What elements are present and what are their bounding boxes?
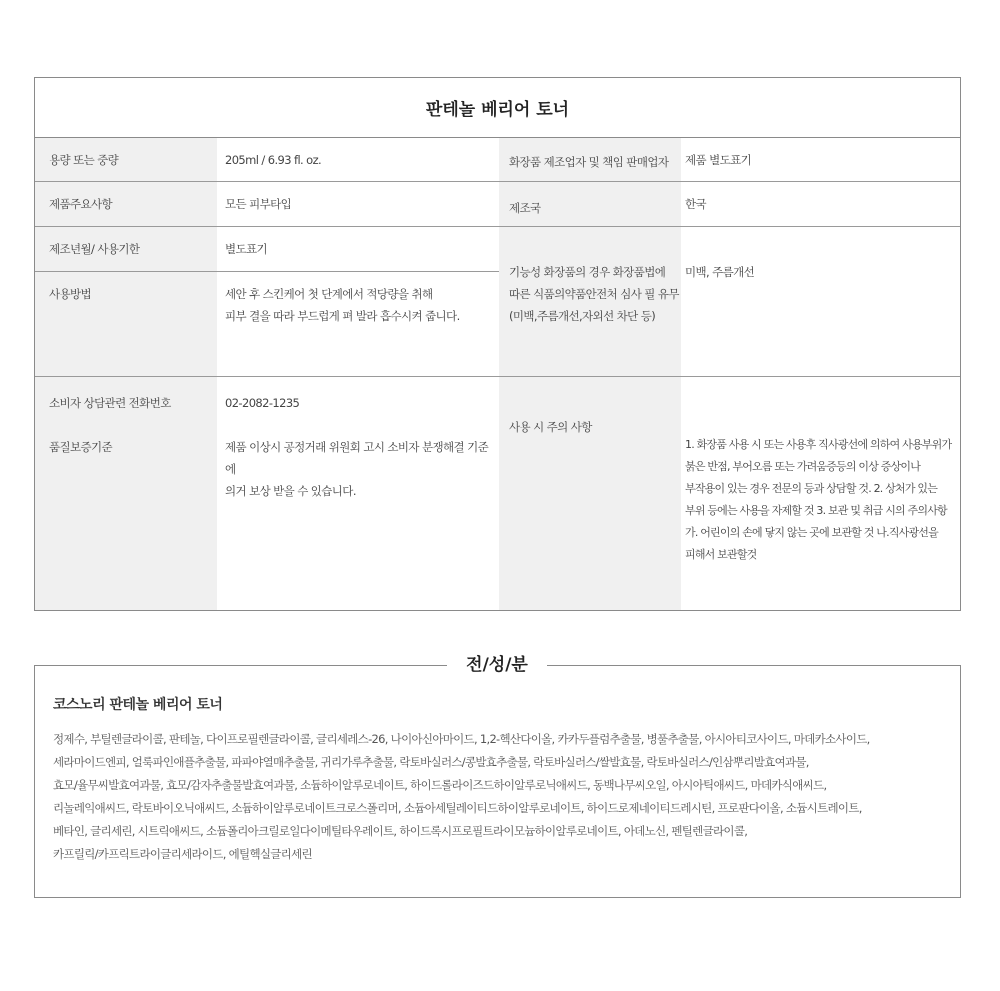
usage-label: 사용방법 — [35, 272, 217, 376]
manufacturer-label: 화장품 제조업자 및 책임 판매업자 — [499, 138, 681, 182]
ingredients-line: 정제수, 부틸렌글라이콜, 판테놀, 다이프로필렌글라이콜, 글리세레스-26, 나이아신아마이드, 1,2-헥산다이올, 카카두플럼추출물, 병풀추출물, 아시아티코사이드, 마데카소사이드, — [53, 732, 870, 746]
caution-line: 부위 등에는 사용을 자제할 것 3. 보관 및 취급 시의 주의사항 — [685, 504, 947, 517]
functional-value: 미백, 주름개선 — [681, 227, 960, 376]
ingredients-line: 리놀레익애씨드, 락토바이오닉애씨드, 소듐하이알루로네이트크로스폴리머, 소듐아세틸레이티드하이알루로네이트, 하이드로제네이티드레시틴, 프로판다이올, 소듐시트레이트, — [53, 801, 862, 815]
ingredients-list — [53, 728, 943, 866]
caution-value — [681, 377, 960, 610]
spec-label: 제품주요사항 — [35, 182, 217, 226]
capacity-value: 205ml / 6.93 fl. oz. — [217, 138, 499, 182]
functional-label-line: (미백,주름개선,자외선 차단 등) — [509, 309, 656, 323]
ingredients-heading: 전/성/분 — [447, 650, 547, 680]
ingredients-product-name: 코스노리 판테놀 베리어 토너 — [53, 697, 223, 713]
consumer-phone: 02-2082-1235 — [217, 377, 499, 428]
quality-line: 의거 보상 받을 수 있습니다. — [225, 484, 356, 498]
quality-label: 품질보증기준 — [35, 428, 217, 610]
date-label: 제조년월/ 사용기한 — [35, 227, 217, 271]
functional-label — [499, 227, 681, 376]
functional-label-line: 기능성 화장품의 경우 화장품법에 — [509, 265, 666, 279]
spec-value: 모든 피부타입 — [217, 182, 499, 226]
ingredients-line: 베타인, 글리세린, 시트릭애씨드, 소듐폴리아크릴로일다이메틸타우레이트, 하이드록시프로필트라이모늄하이알루로네이트, 아데노신, 펜틸렌글라이콜, — [53, 824, 748, 838]
quality-value — [217, 428, 499, 610]
ingredients-line: 카프릴릭/카프릭트라이글리세라이드, 에틸헥실글리세린 — [53, 847, 312, 861]
caution-line: 붉은 반점, 부어오름 또는 가려움증등의 이상 증상이나 — [685, 460, 921, 473]
quality-line: 제품 이상시 공정거래 위원회 고시 소비자 분쟁해결 기준에 — [225, 440, 489, 476]
capacity-label: 용량 또는 중량 — [35, 138, 217, 182]
ingredients-box — [34, 665, 961, 898]
caution-line: 1. 화장품 사용 시 또는 사용후 직사광선에 의하여 사용부위가 — [685, 438, 952, 451]
caution-line: 부작용이 있는 경우 전문의 등과 상담할 것. 2. 상처가 있는 — [685, 482, 938, 495]
manufacturer-value: 제품 별도표기 — [681, 138, 960, 182]
ingredients-line: 효모/율무씨발효여과물, 효모/감자추출물발효여과물, 소듐하이알루로네이트, 하이드롤라이즈드하이알루로닉애씨드, 동백나무씨오일, 아시아틱애씨드, 마데카식애씨드, — [53, 778, 827, 792]
origin-value: 한국 — [681, 182, 960, 226]
functional-label-line: 따른 식품의약품안전처 심사 필 유무 — [509, 287, 679, 301]
caution-label: 사용 시 주의 사항 — [499, 377, 681, 610]
ingredients-line: 세라마이드엔피, 얼룩파인애플추출물, 파파야열매추출물, 귀리가루추출물, 락토바실러스/콩발효추출물, 락토바실러스/쌀발효물, 락토바실러스/인삼뿌리발효여과물, — [53, 755, 809, 769]
usage-value — [217, 272, 499, 376]
caution-line: 피해서 보관할것 — [685, 548, 757, 561]
usage-line: 세안 후 스킨케어 첫 단계에서 적당량을 취해 — [225, 287, 433, 301]
product-info-table — [34, 77, 961, 611]
usage-line: 피부 결을 따라 부드럽게 펴 발라 흡수시켜 줍니다. — [225, 309, 460, 323]
date-value: 별도표기 — [217, 227, 499, 271]
consumer-label: 소비자 상담관련 전화번호 — [35, 377, 217, 428]
info-table-title: 판테놀 베리어 토너 — [35, 78, 960, 138]
origin-label: 제조국 — [499, 182, 681, 226]
caution-line: 가. 어린이의 손에 닿지 않는 곳에 보관할 것 나.직사광선을 — [685, 526, 938, 539]
